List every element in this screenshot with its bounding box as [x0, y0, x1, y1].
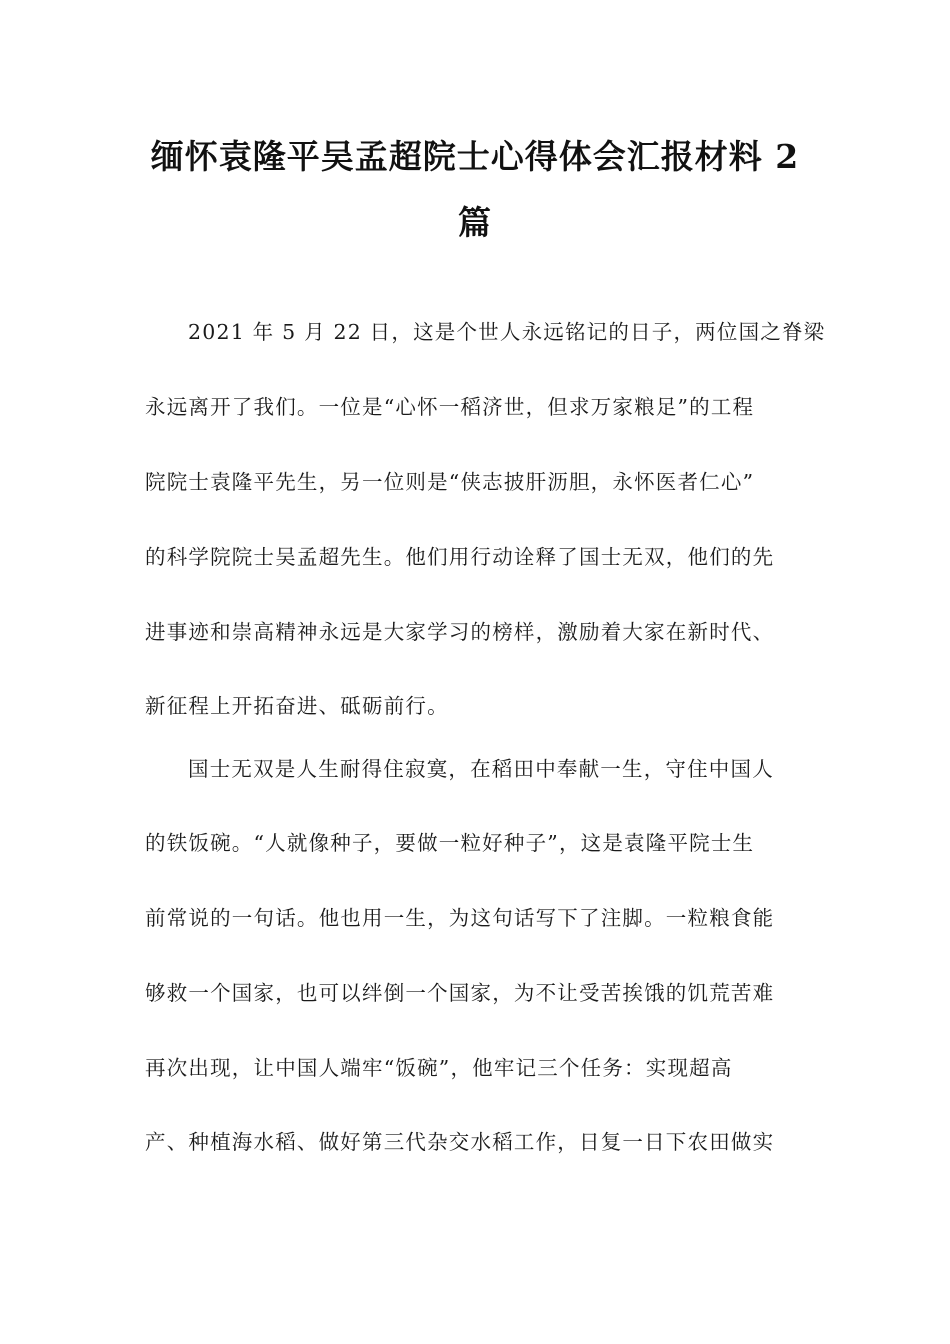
paragraph-line: 院院士袁隆平先生，另一位则是“侠志披肝沥胆，永怀医者仁心” [145, 470, 755, 494]
paragraph-line: 进事迹和崇高精神永远是大家学习的榜样，激励着大家在新时代、 [145, 620, 775, 644]
paragraph-line: 的铁饭碗。“人就像种子，要做一粒好种子”，这是袁隆平院士生 [145, 831, 755, 855]
paragraph-line: 够救一个国家，也可以绊倒一个国家，为不让受苦挨饿的饥荒苦难 [145, 981, 775, 1005]
document-title-line-1: 缅怀袁隆平吴孟超院士心得体会汇报材料 2 [150, 137, 800, 176]
paragraph-line: 产、种植海水稻、做好第三代杂交水稻工作，日复一日下农田做实 [145, 1130, 775, 1154]
paragraph-line: 2021 年 5 月 22 日，这是个世人永远铭记的日子，两位国之脊梁 [188, 320, 826, 344]
paragraph-line: 永远离开了我们。一位是“心怀一稻济世，但求万家粮足”的工程 [145, 395, 755, 419]
paragraph-line: 国士无双是人生耐得住寂寞，在稻田中奉献一生，守住中国人 [188, 757, 774, 781]
paragraph-line: 再次出现，让中国人端牢“饭碗”，他牢记三个任务：实现超高 [145, 1056, 733, 1080]
document-title-line-2: 篇 [458, 203, 492, 242]
paragraph-line: 新征程上开拓奋进、砥砺前行。 [145, 694, 449, 718]
paragraph-line: 的科学院院士吴孟超先生。他们用行动诠释了国士无双，他们的先 [145, 545, 775, 569]
paragraph-line: 前常说的一句话。他也用一生，为这句话写下了注脚。一粒粮食能 [145, 906, 775, 930]
